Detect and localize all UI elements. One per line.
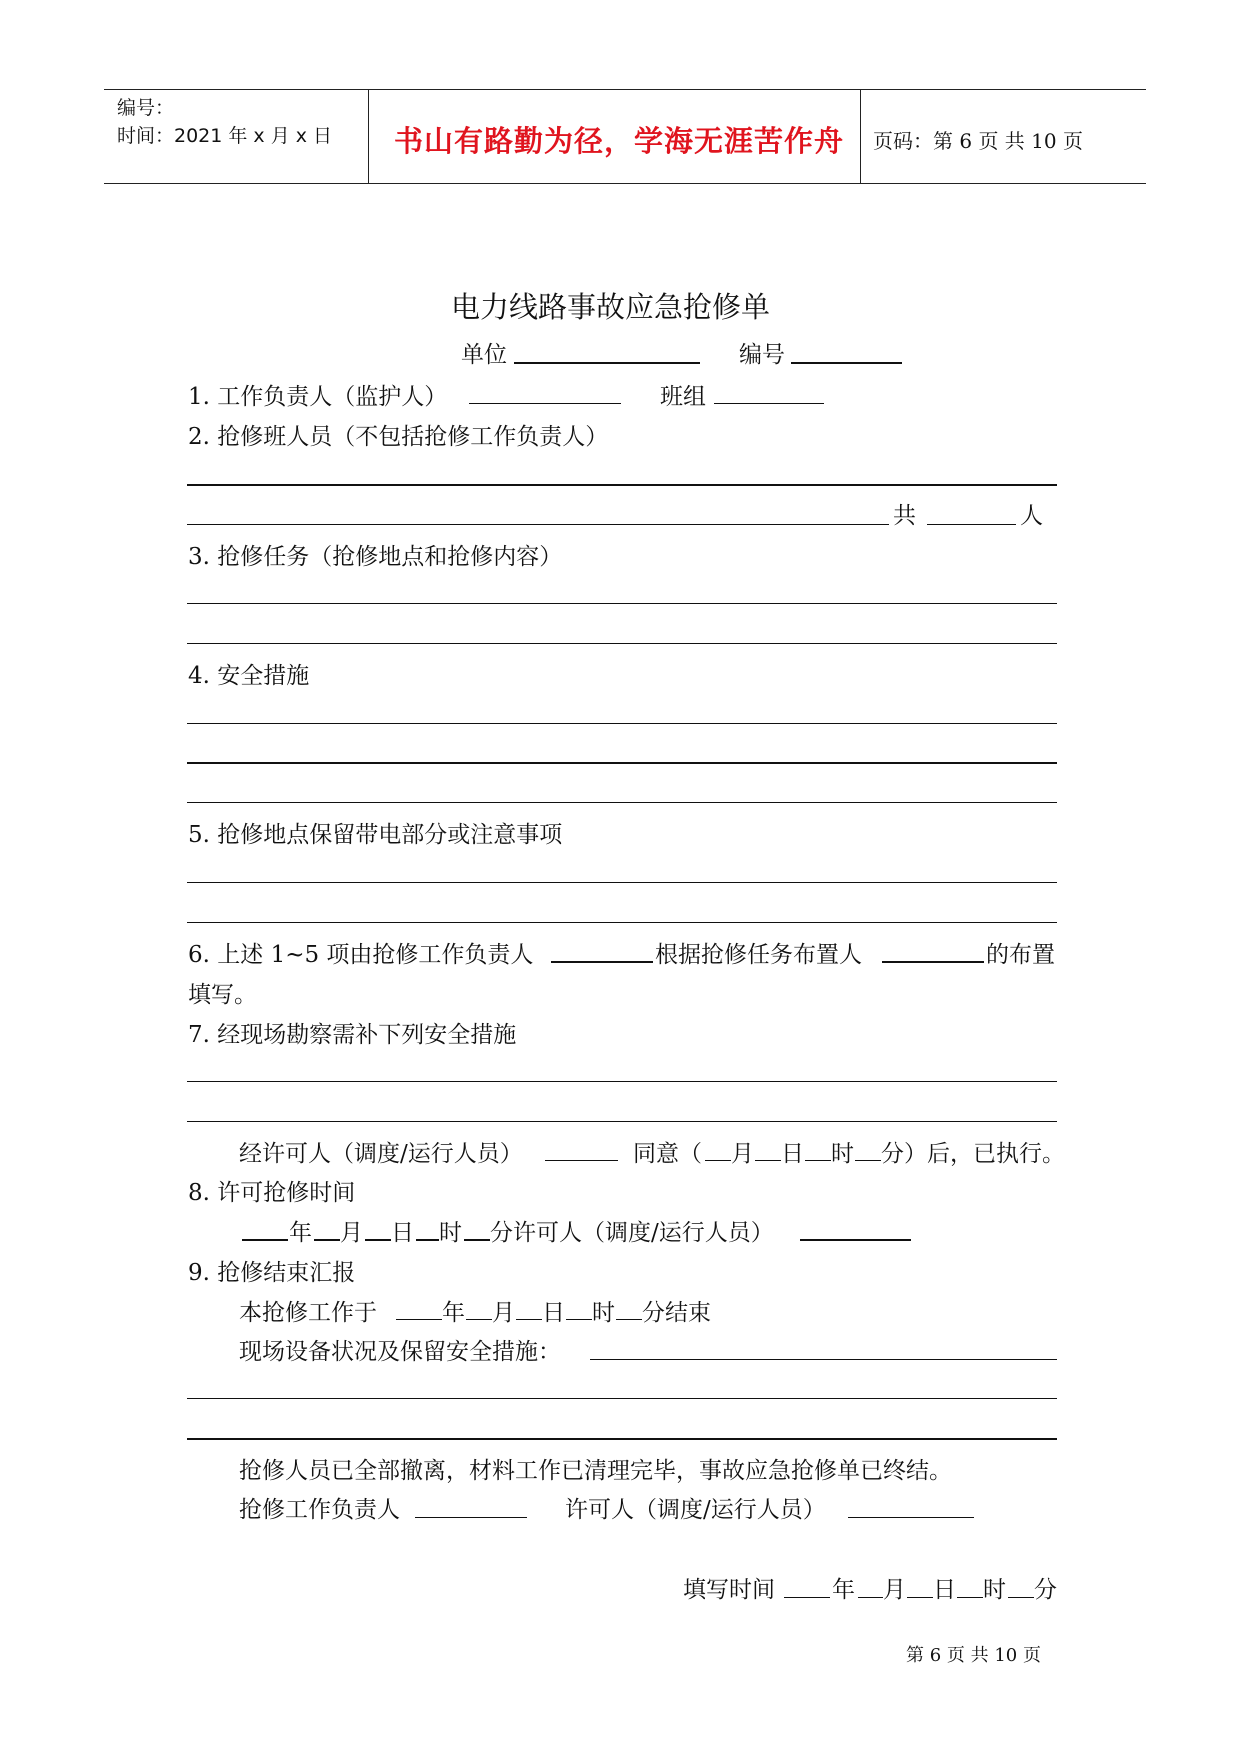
assigner-name-field[interactable]	[882, 961, 984, 963]
fill-minute-label: 分	[1034, 1577, 1057, 1603]
permit-hour-label: 时	[831, 1141, 854, 1167]
fill-year-label: 年	[832, 1577, 855, 1603]
equipment-status-field[interactable]	[590, 1359, 1057, 1360]
safety-field-line[interactable]	[187, 723, 1057, 724]
repair-permit-person-field[interactable]	[800, 1239, 911, 1241]
permit-hour-field[interactable]	[805, 1160, 831, 1161]
number-label: 编号	[739, 342, 785, 368]
repair-month-field[interactable]	[314, 1239, 340, 1241]
fill-hour-label: 时	[983, 1577, 1006, 1603]
item-7-label: 7. 经现场勘察需补下列安全措施	[188, 1022, 517, 1048]
item-6-text-d: 填写。	[188, 982, 257, 1008]
repair-day-label: 日	[391, 1220, 414, 1246]
equipment-status-label: 现场设备状况及保留安全措施：	[239, 1339, 561, 1365]
end-hour-label: 时	[592, 1300, 615, 1326]
extra-safety-field-line[interactable]	[187, 1121, 1057, 1122]
end-day-field[interactable]	[516, 1319, 542, 1320]
permit-minute-label: 分）后，已执行。	[881, 1141, 1065, 1167]
item-6-text-b: 根据抢修任务布置人	[655, 942, 862, 968]
leader-field[interactable]	[469, 403, 621, 404]
extra-safety-field-line[interactable]	[187, 1081, 1057, 1082]
total-count-field[interactable]	[927, 524, 1016, 525]
footer-page-number: 第 6 页 共 10 页	[906, 1645, 1041, 1666]
closing-statement: 抢修人员已全部撤离，材料工作已清理完毕，事故应急抢修单已终结。	[239, 1458, 952, 1484]
sign-permit-field[interactable]	[848, 1517, 974, 1518]
end-label: 分结束	[642, 1300, 711, 1326]
repair-minute-permit-label: 分许可人（调度/运行人员）	[490, 1220, 774, 1246]
item-2-label: 2. 抢修班人员（不包括抢修工作负责人）	[188, 424, 609, 450]
end-month-field[interactable]	[466, 1319, 492, 1320]
fill-month-field[interactable]	[858, 1597, 883, 1598]
live-parts-field-line[interactable]	[187, 882, 1057, 883]
staff-field-line[interactable]	[187, 524, 889, 525]
fill-hour-field[interactable]	[957, 1597, 983, 1598]
repair-day-field[interactable]	[365, 1239, 391, 1241]
team-field[interactable]	[714, 403, 824, 404]
equipment-status-field-line[interactable]	[187, 1438, 1057, 1440]
permit-day-label: 日	[781, 1141, 804, 1167]
date-label: 时间：2021 年 x 月 x 日	[117, 125, 333, 147]
end-minute-field[interactable]	[616, 1319, 642, 1320]
header-page-number: 页码：第 6 页 共 10 页	[873, 129, 1083, 153]
permit-text-a: 经许可人（调度/运行人员）	[239, 1141, 523, 1167]
equipment-status-field-line[interactable]	[187, 1398, 1057, 1399]
header-divider	[860, 90, 861, 183]
repair-hour-label: 时	[439, 1220, 462, 1246]
live-parts-field-line[interactable]	[187, 922, 1057, 923]
doc-number-label: 编号：	[117, 97, 175, 119]
form-title: 电力线路事故应急抢修单	[451, 290, 771, 324]
leader-name-field[interactable]	[551, 961, 653, 963]
item-5-label: 5. 抢修地点保留带电部分或注意事项	[188, 822, 563, 848]
header-divider	[368, 90, 369, 183]
unit-label: 单位	[461, 342, 507, 368]
item-3-label: 3. 抢修任务（抢修地点和抢修内容）	[188, 544, 563, 570]
permit-text-b: 同意（	[633, 1141, 702, 1167]
total-prefix: 共	[893, 503, 916, 529]
permit-person-field[interactable]	[545, 1160, 618, 1161]
repair-year-field[interactable]	[242, 1239, 288, 1241]
sign-leader-label: 抢修工作负责人	[239, 1497, 400, 1523]
fill-year-field[interactable]	[784, 1597, 830, 1598]
end-year-label: 年	[442, 1300, 465, 1326]
repair-hour-field[interactable]	[416, 1239, 439, 1241]
motto: 书山有路勤为径，学海无涯苦作舟	[394, 124, 845, 158]
item-1-leader-label: 1. 工作负责人（监护人）	[188, 384, 448, 410]
safety-field-line[interactable]	[187, 762, 1057, 764]
repair-year-label: 年	[289, 1220, 312, 1246]
number-field[interactable]	[791, 362, 902, 364]
repair-month-label: 月	[340, 1220, 363, 1246]
permit-minute-field[interactable]	[855, 1160, 881, 1161]
item-9-label: 9. 抢修结束汇报	[188, 1260, 356, 1286]
end-day-label: 日	[542, 1300, 565, 1326]
sign-leader-field[interactable]	[415, 1517, 527, 1518]
permit-month-label: 月	[731, 1141, 754, 1167]
fill-day-label: 日	[933, 1577, 956, 1603]
end-month-label: 月	[492, 1300, 515, 1326]
permit-month-field[interactable]	[705, 1160, 731, 1161]
task-field-line[interactable]	[187, 643, 1057, 644]
safety-field-line[interactable]	[187, 802, 1057, 803]
end-hour-field[interactable]	[566, 1319, 592, 1320]
fill-day-field[interactable]	[907, 1597, 933, 1598]
end-year-field[interactable]	[396, 1319, 442, 1320]
item-6-text-c: 的布置	[986, 942, 1055, 968]
item-8-label: 8. 许可抢修时间	[188, 1180, 356, 1206]
repair-minute-field[interactable]	[464, 1239, 490, 1241]
fill-month-label: 月	[883, 1577, 906, 1603]
total-suffix: 人	[1020, 503, 1043, 529]
fill-minute-field[interactable]	[1008, 1597, 1034, 1598]
unit-field[interactable]	[514, 362, 700, 364]
item-4-label: 4. 安全措施	[188, 663, 310, 689]
team-label: 班组	[660, 384, 706, 410]
staff-field-line[interactable]	[187, 484, 1057, 486]
fill-time-label: 填写时间	[683, 1577, 775, 1603]
permit-day-field[interactable]	[755, 1160, 781, 1161]
sign-permit-label: 许可人（调度/运行人员）	[565, 1497, 826, 1523]
item-6-text-a: 6. 上述 1~5 项由抢修工作负责人	[188, 942, 534, 968]
task-field-line[interactable]	[187, 603, 1057, 604]
end-text-a: 本抢修工作于	[239, 1300, 377, 1326]
